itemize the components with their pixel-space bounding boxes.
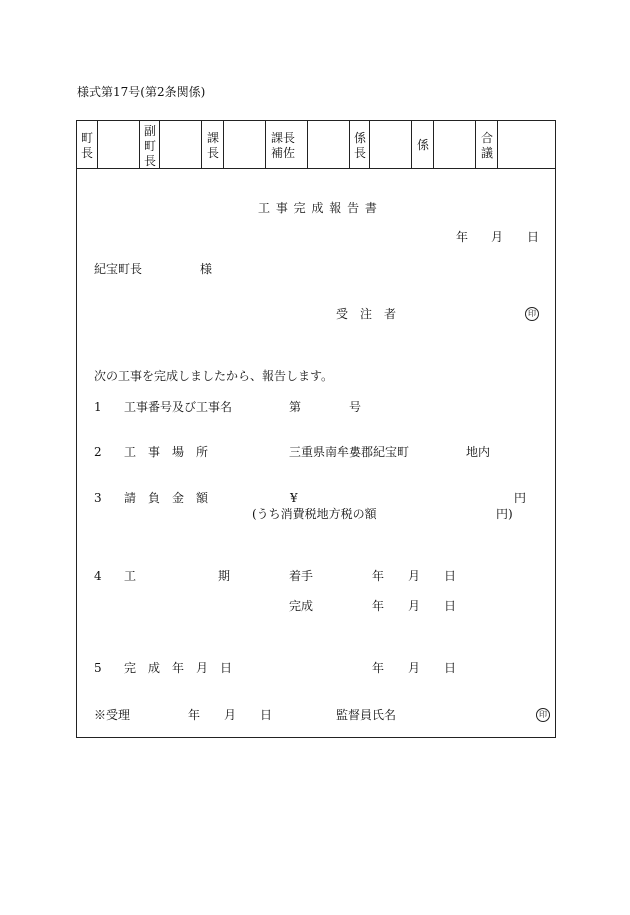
item1-number: 1 (94, 400, 102, 414)
item4-end-label: 完成 (289, 599, 314, 613)
item4-end-year: 年 (372, 599, 385, 613)
contractor-seal-icon: 印 (525, 307, 539, 321)
receipt-month: 月 (224, 708, 237, 722)
form-title: 工 事 完 成 報 告 書 (258, 201, 378, 215)
contractor-label: 受 注 者 (336, 307, 397, 321)
item4-start-label: 着手 (289, 569, 314, 583)
intro-text: 次の工事を完成しましたから、報告します。 (94, 369, 334, 383)
item3-tax-note: (うち消費税地方税の額 (252, 507, 377, 521)
receipt-label: ※受理 (94, 708, 131, 722)
item4-start-month: 月 (408, 569, 421, 583)
item1-suffix: 号 (349, 400, 362, 414)
item4-end-day: 日 (444, 599, 457, 613)
receipt-day: 日 (260, 708, 273, 722)
item5-number: 5 (94, 661, 102, 675)
item1-prefix: 第 (289, 400, 302, 414)
item4-start-year: 年 (372, 569, 385, 583)
inspector-name-label: 監督員氏名 (336, 708, 397, 722)
item3-tax-end: 円) (496, 507, 513, 521)
date-month: 月 (491, 230, 504, 244)
form-number: 様式第17号(第2条関係) (77, 85, 206, 99)
approval-label-mayor: 町 長 (80, 131, 93, 160)
addressee-honorific: 様 (200, 262, 213, 276)
approval-table (76, 120, 556, 169)
addressee-name: 紀宝町長 (94, 262, 143, 276)
item4-number: 4 (94, 569, 102, 583)
item3-currency: ¥ (290, 491, 298, 505)
date-year: 年 (456, 230, 469, 244)
item2-suffix: 地内 (466, 445, 491, 459)
item4-label-b: 期 (218, 569, 231, 583)
item1-label: 工事番号及び工事名 (124, 400, 233, 414)
item3-label: 請 負 金 額 (124, 491, 209, 505)
item4-end-month: 月 (408, 599, 421, 613)
approval-label-staff: 係 (416, 138, 429, 152)
item5-month: 月 (408, 661, 421, 675)
item3-number: 3 (94, 491, 102, 505)
item2-label: 工 事 場 所 (124, 445, 209, 459)
item5-year: 年 (372, 661, 385, 675)
item5-label: 完 成 年 月 日 (124, 661, 233, 675)
item5-day: 日 (444, 661, 457, 675)
receipt-year: 年 (188, 708, 201, 722)
approval-label-sub-chief: 係 長 (353, 131, 366, 160)
item2-number: 2 (94, 445, 102, 459)
approval-label-section-chief: 課 長 (206, 131, 219, 160)
approval-label-assistant-chief: 課長 補佐 (271, 131, 296, 160)
approval-label-consultation: 合 議 (480, 131, 493, 160)
item4-label-a: 工 (124, 569, 137, 583)
inspector-seal-icon: 印 (536, 708, 550, 722)
date-day: 日 (527, 230, 540, 244)
approval-label-vice-mayor: 副 町 長 (143, 124, 156, 168)
item2-value: 三重県南牟婁郡紀宝町 (289, 445, 410, 459)
item4-start-day: 日 (444, 569, 457, 583)
item3-yen: 円 (514, 491, 527, 505)
